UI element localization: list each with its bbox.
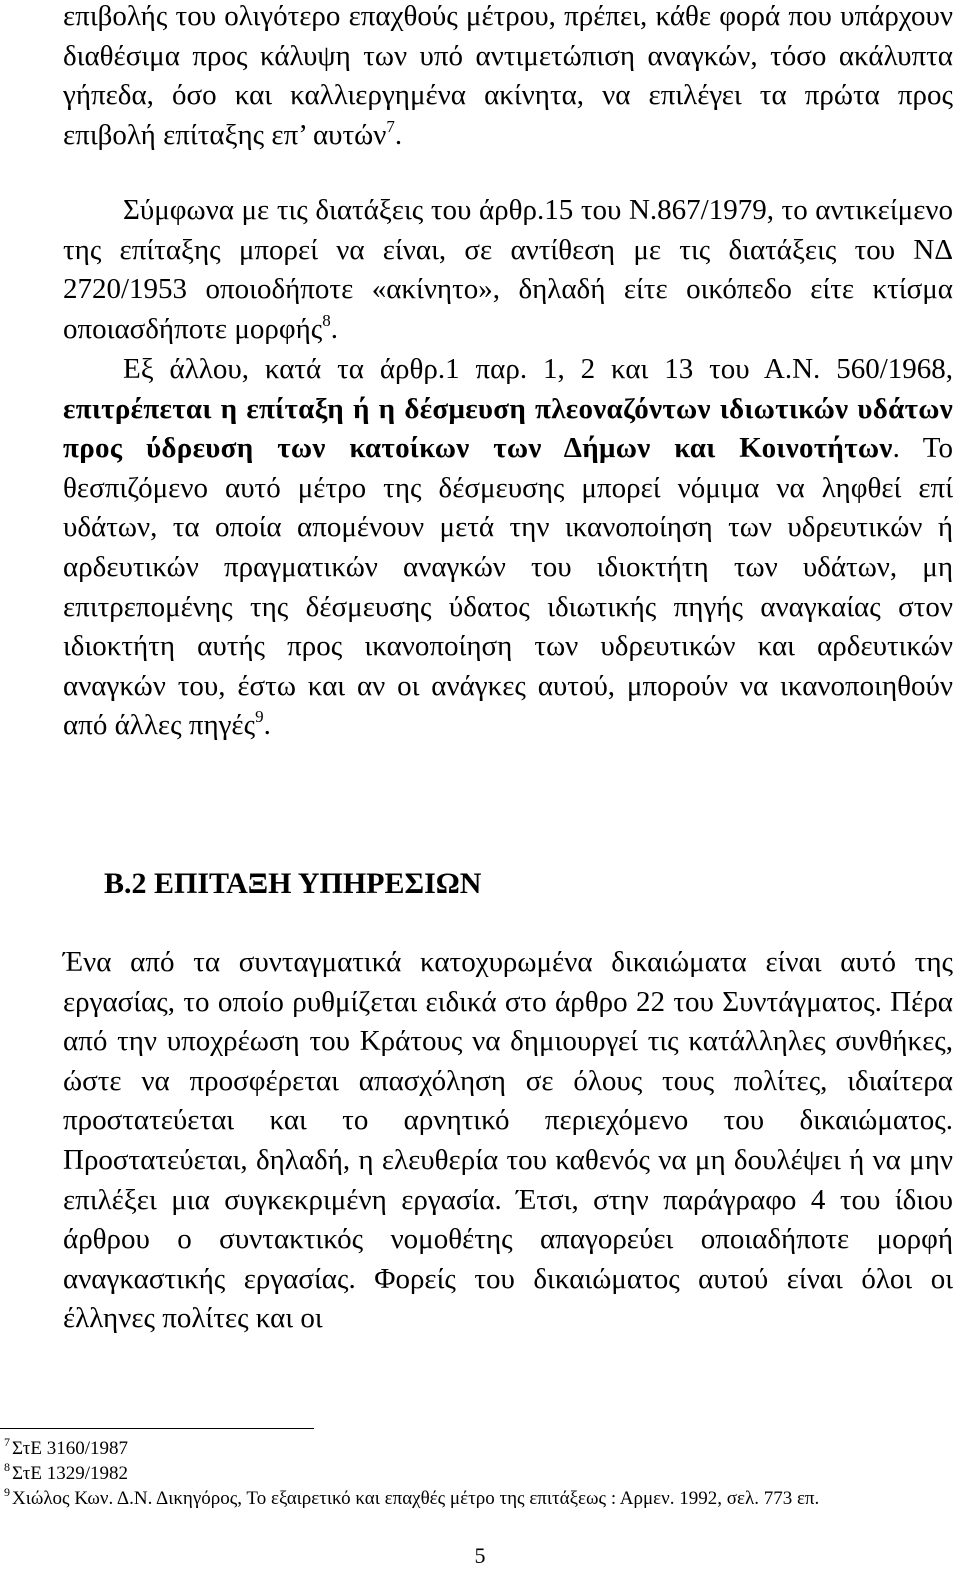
footnote-number: 7 <box>4 1435 10 1449</box>
footnote-ref-7: 7 <box>386 116 395 136</box>
footnote-ref-8: 8 <box>322 310 331 330</box>
paragraph-text: επιβολής του ολιγότερο επαχθούς μέτρου, πρέπει, κάθε φορά που υπάρχουν διαθέσιμα προς κάλυψη των υπό αντιμετώπιση αναγκών, τόσο ακάλυπτα γήπεδα, όσο και καλλιεργημένα ακίνητα, να επιλέγει τα πρώτα προς επιβολή επίταξης επ’ αυτών <box>63 0 953 151</box>
footnote-number: 8 <box>4 1460 10 1474</box>
footnote-number: 9 <box>4 1485 10 1499</box>
paragraph-requisition-land <box>63 0 953 155</box>
paragraph-right-to-work: Ένα από τα συνταγματικά κατοχυρωμένα δικαιώματα είναι αυτό της εργασίας, το οποίο ρυθμίζεται ειδικά στο άρθρο 22 του Συντάγματος. Πέρα από την υποχρέωση του Κράτους να δημιουργεί τις κατάλληλες συνθήκες, ώστε να προσφέρεται απασχόληση σε όλους τους πολίτες, ιδιαίτερα προστατεύεται και το αρνητικό περιεχόμενο του δικαιώματος. Προστατεύεται, δηλαδή, η ελευθερία του καθενός να μη δουλέψει ή να μην επιλέξει μια συγκεκριμένη εργασία. Έτσι, στην παράγραφο 4 του ίδιου άρθρου ο συντακτικός νομοθέτης απαγορεύει οποιαδήποτε μορφή αναγκαστικής εργασίας. Φορείς του δικαιώματος αυτού είναι όλοι οι έλληνες πολίτες και οι <box>63 946 953 1335</box>
footnote-text: Χιώλος Κων. Δ.Ν. Δικηγόρος, Το εξαιρετικό και επαχθές μέτρο της επιτάξεως : Αρμεν. 1992, σελ. 773 επ. <box>12 1488 820 1509</box>
footnote-ref-9: 9 <box>255 707 264 727</box>
paragraph-text-rest: . Το θεσπιζόμενο αυτό μέτρο της δέσμευσης μπορεί νόμιμα να ληφθεί επί υδάτων, τα οποία απομένουν μετά την ικανοποίηση των υδρευτικών ή αρδευτικών πραγματικών αναγκών του ιδιοκτήτη των υδάτων, μη επιτρεπομένης της δέσμευσης ύδατος ιδιωτικής πηγής αναγκαίας στον ιδιοκτήτη αυτής προς ικανοποίηση των υδρευτικών και αρδευτικών αναγκών του, έστω και αν οι ανάγκες αυτού, μπορούν να ικανοποιηθούν από άλλες πηγές <box>63 432 953 742</box>
footnote-7 <box>4 1436 954 1461</box>
footnote-9 <box>4 1486 954 1511</box>
paragraph-end: . <box>394 118 403 151</box>
footnote-text: ΣτΕ 1329/1982 <box>12 1463 128 1484</box>
paragraph-text: Εξ άλλου, κατά τα άρθρ.1 παρ. 1, 2 και 13 του Α.Ν. 560/1968, <box>123 353 953 385</box>
footnotes <box>4 1436 954 1511</box>
page-number: 5 <box>474 1543 486 1568</box>
paragraph-text: Σύμφωνα με τις διατάξεις του άρθρ.15 του Ν.867/1979, το αντικείμενο της επίταξης μπορεί να είναι, σε αντίθεση με τις διατάξεις του ΝΔ 2720/1953 οποιοδήποτε «ακίνητο», δηλαδή είτε οικόπεδο είτε κτίσμα οποιασδήποτε μορφής <box>63 194 953 345</box>
paragraph-water-requisition <box>63 350 953 746</box>
section-heading: Β.2 ΕΠΙΤΑΞΗ ΥΠΗΡΕΣΙΩΝ <box>104 867 482 900</box>
paragraph-end: . <box>263 709 271 742</box>
footnote-separator <box>0 1428 314 1429</box>
paragraph-object-of-requisition <box>63 191 953 349</box>
footnote-8 <box>4 1461 954 1486</box>
paragraph-bold-text: επιτρέπεται η επίταξη ή η δέσμευση πλεοναζόντων ιδιωτικών υδάτων προς ύδρευση των κατοίκων των Δήμων και Κοινοτήτων <box>63 392 953 465</box>
footnote-text: ΣτΕ 3160/1987 <box>12 1438 128 1459</box>
paragraph-end: . <box>330 312 338 345</box>
